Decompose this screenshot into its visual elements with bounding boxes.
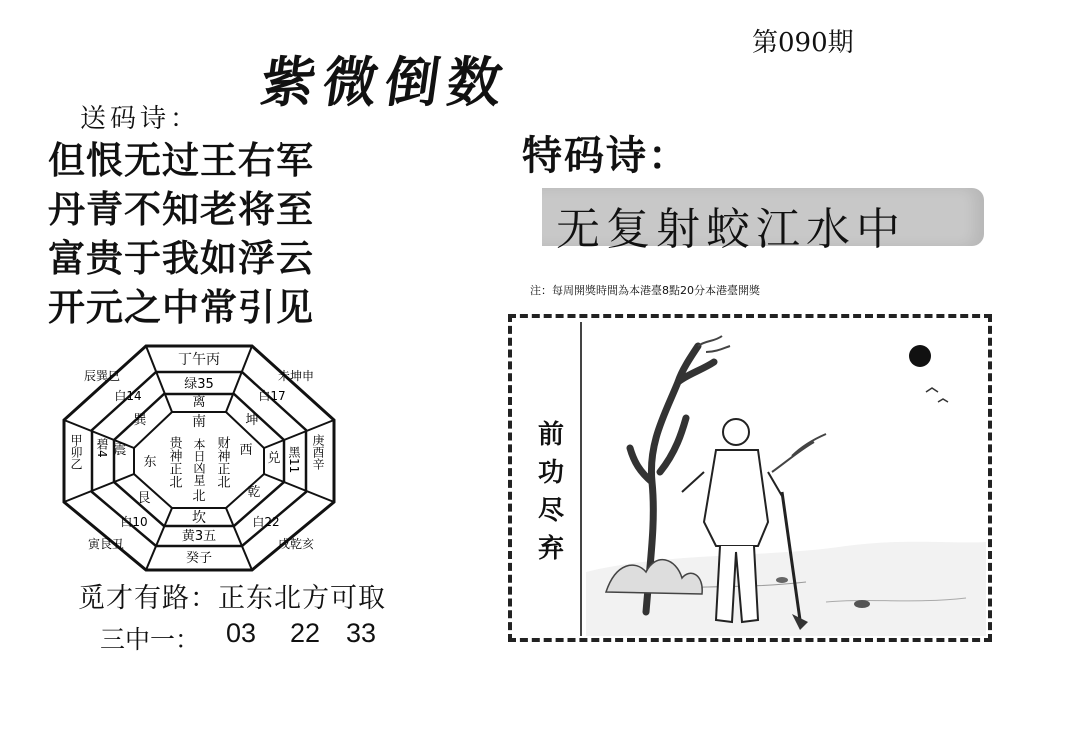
caption-char: 前	[537, 420, 564, 450]
bagua-center-bottom: 北	[192, 489, 206, 504]
ink-illustration	[586, 322, 986, 636]
three-in-one-number: 33	[346, 618, 377, 648]
send-poem-label: 送码诗：	[80, 104, 201, 134]
bagua-inner-top: 离	[192, 395, 206, 410]
bagua-outer-right: 庚酉辛	[311, 434, 325, 470]
bagua-outer-bottom: 癸子	[185, 551, 213, 566]
bagua-middle-bottom-left: 白10	[120, 515, 148, 529]
caption-char: 尽	[537, 496, 564, 526]
bagua-middle-top-left: 白14	[114, 389, 142, 403]
bagua-center-left: 贵神正北	[166, 436, 182, 488]
bagua-inner-bottom-left: 艮	[137, 491, 151, 506]
bagua-inner-left-side: 震	[113, 443, 127, 458]
bagua-middle-top: 绿35	[184, 377, 214, 392]
bagua-center-right: 财神正北	[214, 436, 230, 488]
bagua-inner-left: 东	[143, 455, 157, 470]
send-poem-line: 丹青不知老将至	[48, 188, 314, 231]
bagua-center-mid: 本日凶星	[192, 438, 206, 486]
bagua-outer-bottom-left: 寅艮丑	[87, 537, 125, 551]
send-poem	[48, 136, 348, 332]
bagua-middle-right: 黑11	[287, 446, 301, 474]
draw-time-note: 注：每周開獎時間為本港臺8點20分本港臺開獎	[530, 284, 760, 297]
bird-icon	[926, 388, 938, 392]
issue-number: 第090期	[752, 28, 854, 58]
bagua-middle-top-right: 白17	[258, 389, 286, 403]
special-poem-text: 无复射蛟江水中	[556, 204, 906, 255]
bagua-inner-bottom: 坎	[192, 510, 206, 526]
three-in-one-label: 三中一：	[100, 625, 201, 654]
bagua-middle-bottom-right: 白22	[252, 515, 280, 529]
bagua-outer-top-left: 辰巽巳	[83, 369, 121, 383]
send-poem-line: 但恨无过王右军	[48, 139, 314, 182]
bagua-inner-bottom-right: 乾	[247, 485, 261, 500]
bagua-center-top: 南	[192, 414, 206, 430]
illustration-caption	[536, 416, 566, 568]
caption-char: 功	[537, 458, 564, 488]
bagua-outer-top: 丁午丙	[178, 352, 220, 368]
bagua-inner-right: 西	[239, 443, 253, 458]
bagua-middle-bottom: 黄3五	[181, 529, 217, 544]
caption-char: 弃	[537, 534, 564, 564]
page-title: 紫微倒数	[257, 50, 515, 114]
three-in-one-number: 22	[290, 618, 321, 648]
send-poem-line: 富贵于我如浮云	[48, 237, 314, 280]
bagua-middle-left: 碧4	[95, 438, 109, 458]
bagua-outer-bottom-right: 戌乾亥	[277, 537, 315, 551]
bird-icon	[938, 399, 948, 402]
three-in-one-number: 03	[226, 618, 257, 648]
bagua-outer-top-right: 未坤申	[277, 369, 315, 383]
bagua-outer-left: 甲卯乙	[69, 434, 83, 470]
special-poem-label: 特码诗：	[522, 133, 690, 179]
bagua-diagram	[60, 342, 338, 574]
send-poem-line: 开元之中常引见	[48, 286, 314, 329]
bagua-inner-top-left: 巽	[133, 413, 147, 428]
bagua-inner-top-right: 坤	[245, 413, 259, 428]
bagua-inner-right-side: 兑	[267, 451, 281, 466]
sun-icon	[909, 345, 931, 367]
find-way-text: 觅才有路：正东北方可取	[78, 583, 386, 614]
